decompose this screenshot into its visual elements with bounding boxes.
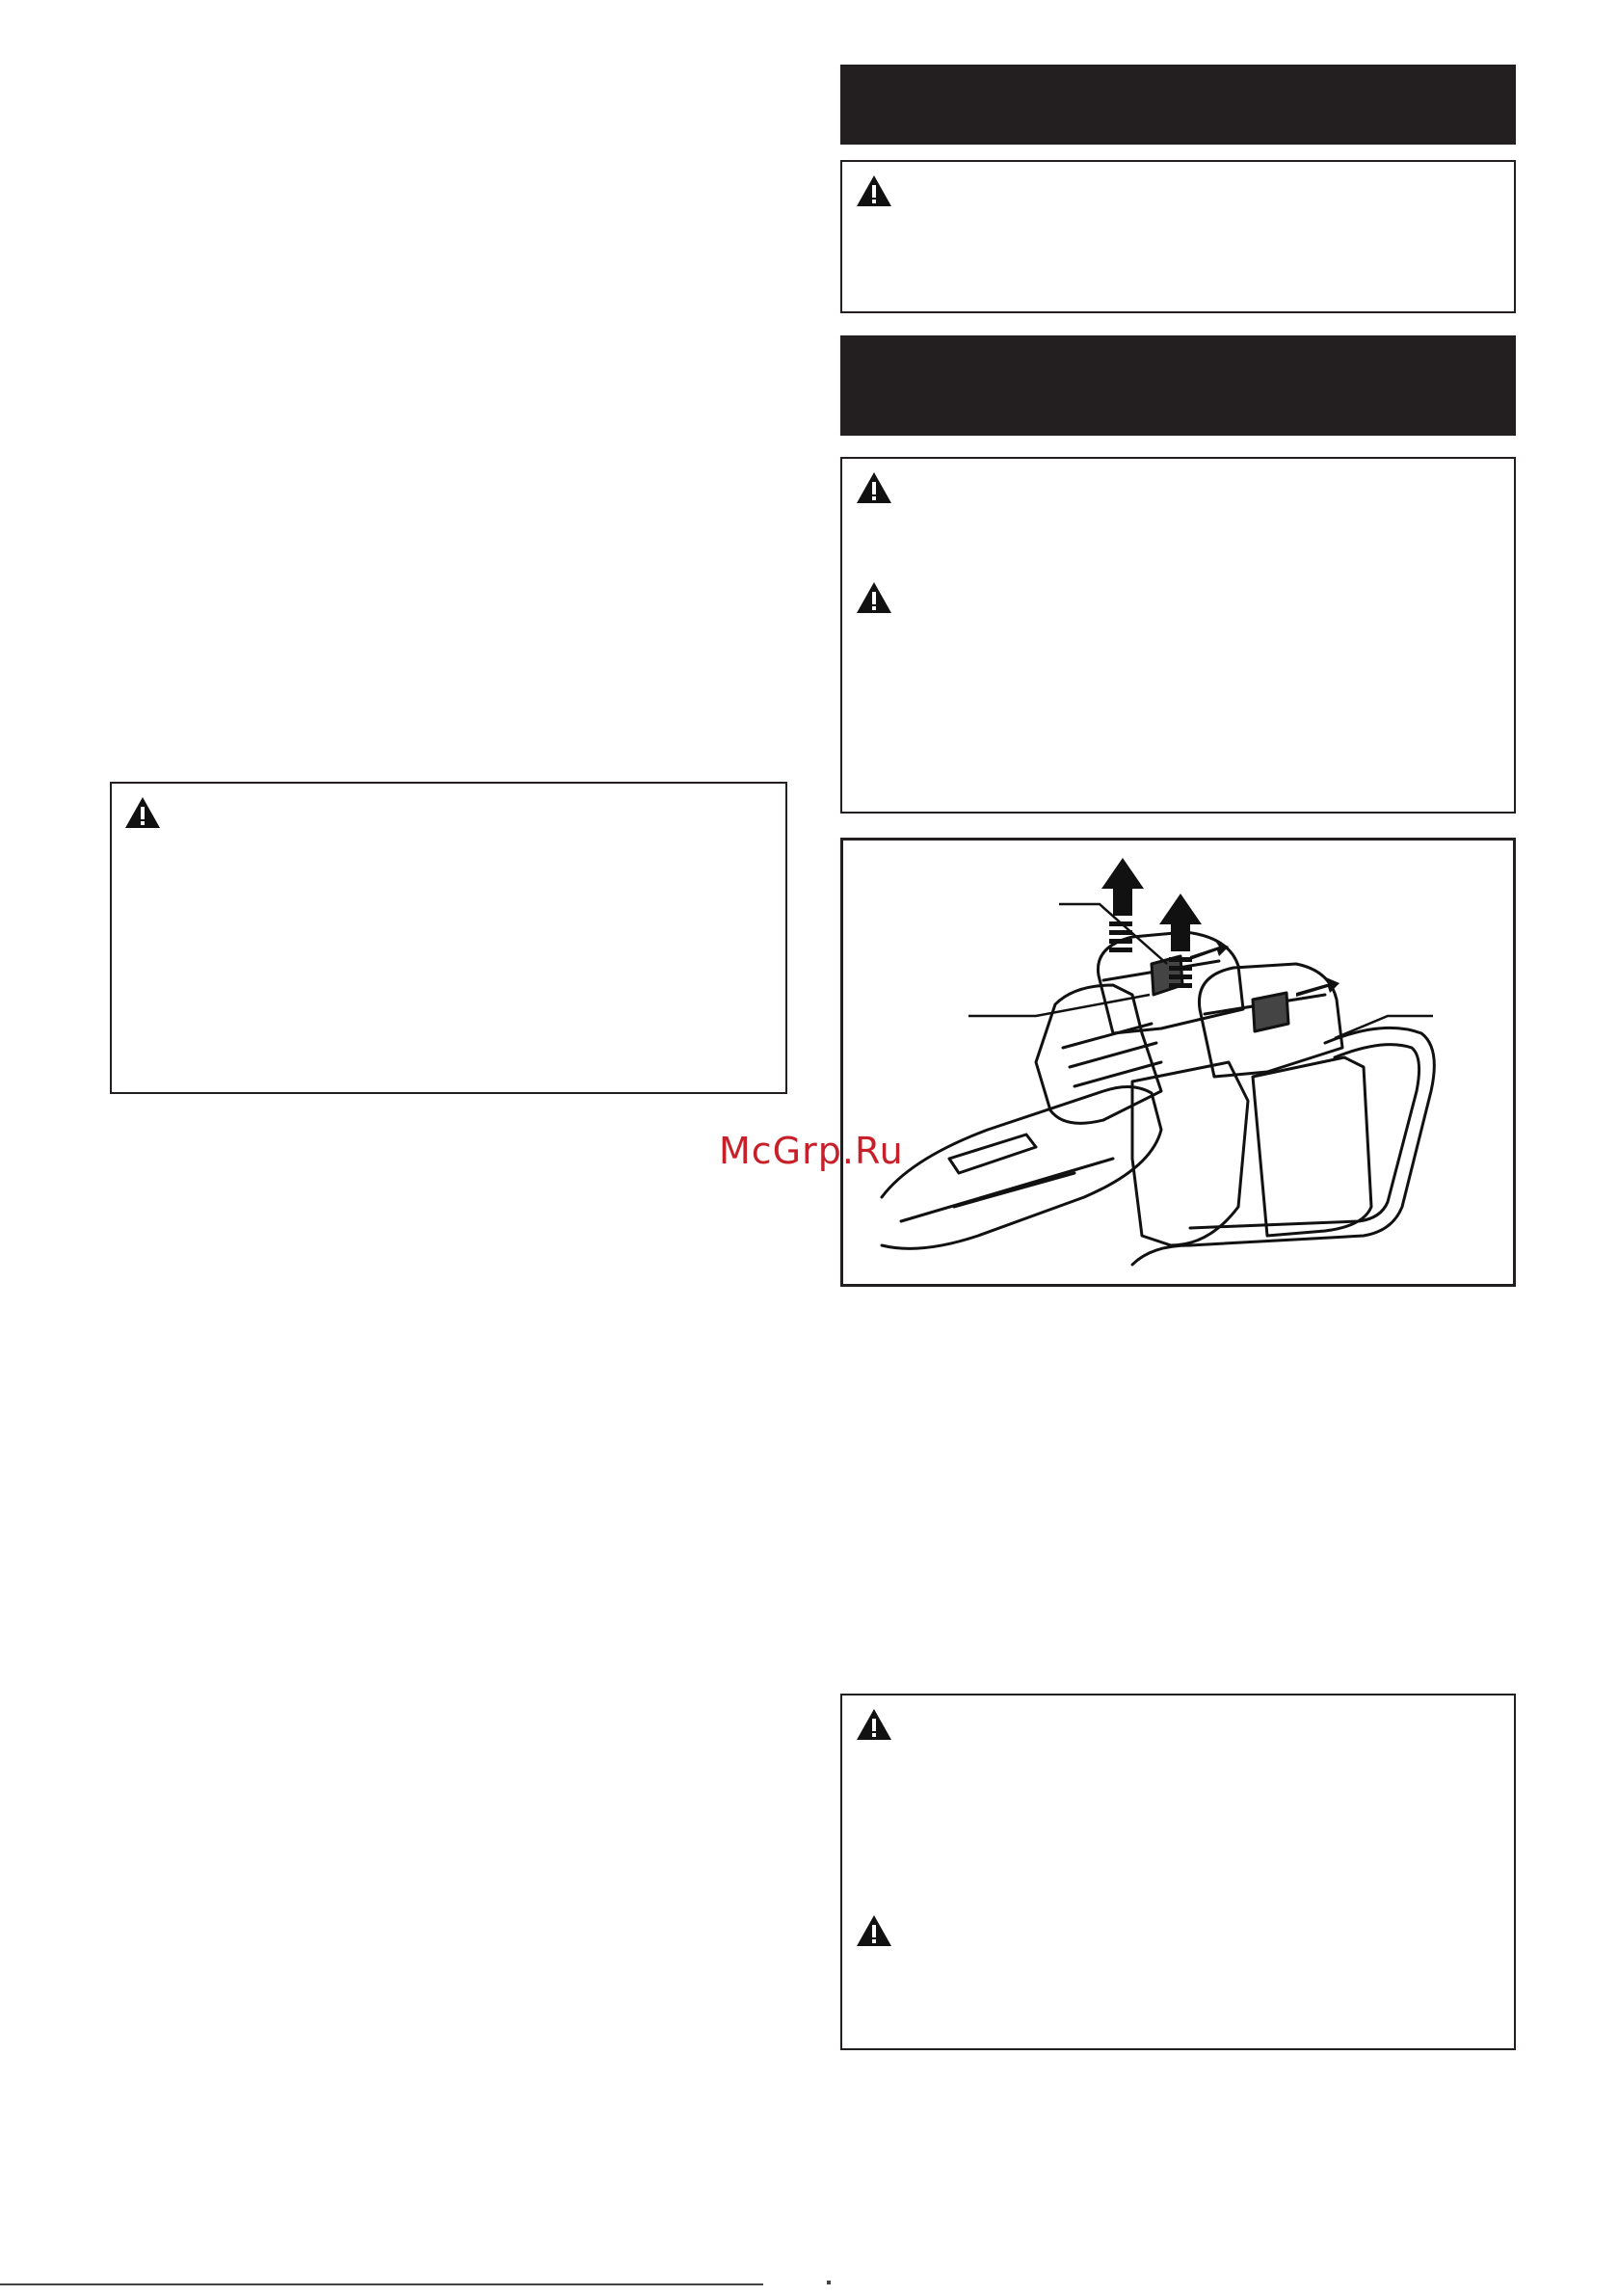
warning-triangle-icon: [855, 1707, 893, 1742]
warning-triangle-icon: [855, 174, 893, 208]
section-header-band-1: [840, 65, 1516, 145]
warning-box-2: [840, 457, 1516, 814]
warning-triangle-icon: [855, 1913, 893, 1948]
warning-triangle-icon: [123, 795, 162, 830]
warning-box-3: [840, 1694, 1516, 2050]
footer-tick: [827, 2281, 831, 2284]
warning-triangle-icon: [855, 470, 893, 505]
warning-box-1: [840, 160, 1516, 313]
footer-rule: [0, 2283, 763, 2285]
warning-box-left: [110, 782, 787, 1094]
watermark-text: McGrp.Ru: [719, 1130, 904, 1172]
battery-removal-figure: [840, 838, 1516, 1287]
battery-removal-illustration: [843, 841, 1513, 1284]
section-header-band-2: [840, 335, 1516, 436]
warning-triangle-icon: [855, 580, 893, 615]
